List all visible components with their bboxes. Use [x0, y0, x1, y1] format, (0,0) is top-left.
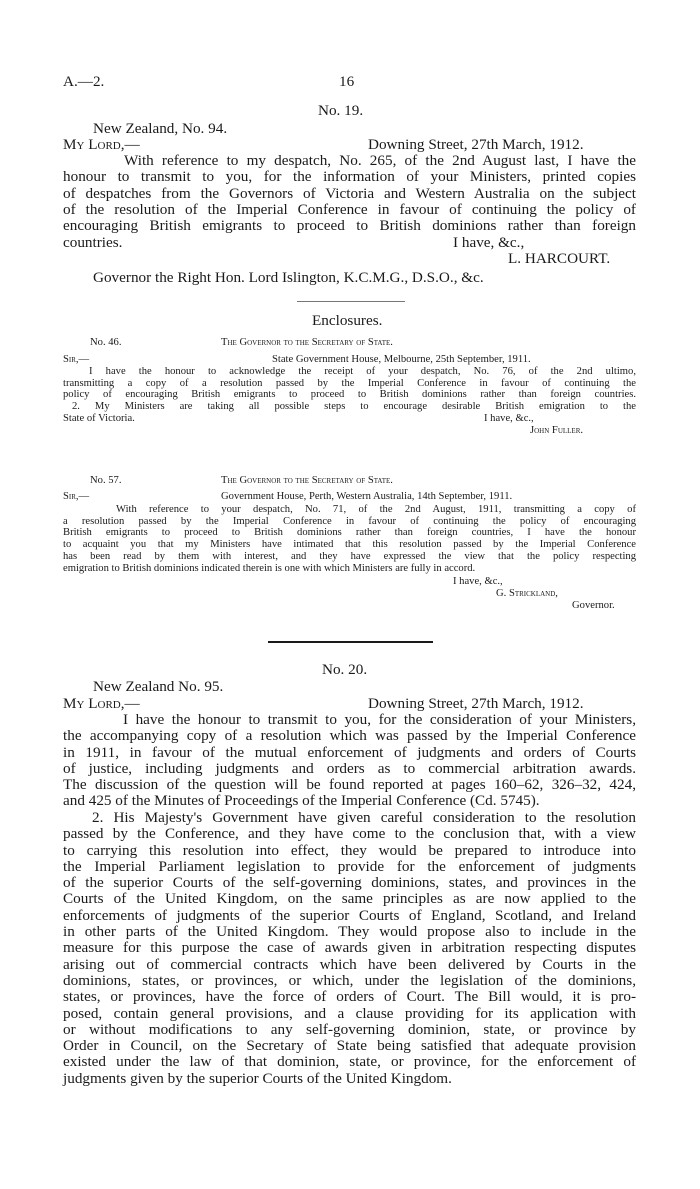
enclosures-heading: Enclosures.	[312, 312, 383, 329]
enclosure-46-number: No. 46.	[90, 337, 122, 348]
enclosure-57-closing: I have, &c.,	[453, 576, 503, 587]
enclosure-46-title: The Governor to the Secretary of State.	[221, 337, 393, 348]
body-line: I have the honour to acknowledge the receipt of your despatch, No. 76, of the 2nd ultimo,	[89, 366, 636, 377]
body-line: passed by the Conference, and they have come to the conclusion that, with a view	[63, 825, 636, 843]
enclosure-46-last-line: State of Victoria.	[63, 413, 135, 424]
enclosure-46-salutation: Sir,—	[63, 354, 90, 365]
enclosure-57-number: No. 57.	[90, 475, 122, 486]
page-number: 16	[339, 73, 355, 90]
enclosure-46-place-date: State Government House, Melbourne, 25th September, 1911.	[272, 354, 531, 365]
body-line: I have the honour to transmit to you, for the consideration of your Ministers,	[123, 711, 636, 728]
body-line: of the superior Courts of the self-governing dominions, states, and provinces in the	[63, 874, 636, 892]
body-line: encouraging British emigrants to proceed to British dominions rather than foreign	[63, 217, 636, 235]
body-line: honour to transmit to you, for the information of your Ministers, printed copies	[63, 168, 636, 186]
body-line: Courts of the United Kingdom, on the same principles as are now applied to the	[63, 890, 636, 908]
body-line: a resolution passed by the Imperial Conference in favour of continuing the policy of encouraging	[63, 515, 636, 527]
body-line: in other parts of the United Kingdom. They would propose also to include in the	[63, 923, 636, 941]
enclosure-57-signature-title: Governor.	[572, 600, 615, 611]
body-line: has been read by them with interest, and they have expressed the view that the policy respecting	[63, 550, 636, 562]
body-line: to acquaint you that my Ministers have intimated that this resolution passed by the Imperial Conference	[63, 539, 636, 551]
enclosure-57-last-line: emigration to British dominions indicated therein is one with which Ministers are fully in accord.	[63, 563, 476, 574]
body-line: The discussion of the question will be found reported at pages 160–62, 326–32, 424,	[63, 776, 636, 794]
despatch-20-place-date: Downing Street, 27th March, 1912.	[368, 695, 584, 712]
body-line: or without modifications to any self-governing dominion, state, or province by	[63, 1020, 636, 1038]
body-line: policy of encouraging British emigrants to proceed to British dominions rather than foreign countries.	[63, 389, 636, 401]
body-line: With reference to my despatch, No. 265, of the 2nd August last, I have the	[124, 152, 636, 169]
despatch-20-ref: New Zealand No. 95.	[93, 678, 224, 695]
despatch-20-salutation: My Lord,—	[63, 695, 140, 712]
enclosure-46-body	[63, 366, 636, 413]
despatch-19-last-line: countries.	[63, 234, 123, 251]
despatch-19-ref: New Zealand, No. 94.	[93, 120, 228, 137]
enclosure-57-place-date: Government House, Perth, Western Australia, 14th September, 1911.	[221, 491, 513, 502]
enclosure-46-signature: John Fuller.	[530, 425, 584, 436]
body-line: measure for this purpose the case of awards given in arbitration respecting disputes	[63, 939, 636, 957]
enclosure-57-body	[63, 504, 636, 563]
enclosure-57-title: The Governor to the Secretary of State.	[221, 475, 393, 486]
body-line: states, or provinces, have the force of orders of Court. The Bill would, it is pro-	[63, 988, 636, 1006]
despatch-20-number: No. 20.	[322, 661, 368, 678]
page-header-code: A.—2.	[63, 73, 105, 90]
enclosure-57-salutation: Sir,—	[63, 491, 90, 502]
body-line: in 1911, in favour of the mutual enforcement of judgments and orders of Courts	[63, 743, 636, 761]
body-line: of the resolution of the Imperial Conference in favour of continuing the policy of	[63, 200, 636, 218]
body-line: existed under the law of that dominion, state, or province, for the enforcement of	[63, 1053, 636, 1071]
enclosure-46-closing: I have, &c.,	[484, 413, 534, 424]
body-line: and 425 of the Minutes of Proceedings of the Imperial Conference (Cd. 5745).	[63, 792, 540, 810]
enclosure-57-signature: G. Strickland,	[496, 588, 558, 599]
body-line: With reference to your despatch, No. 71, of the 2nd August, 1911, transmitting a copy of	[116, 504, 636, 515]
body-line: transmitting a copy of a resolution passed by the Imperial Conference in favour of continuing the	[63, 377, 636, 389]
body-line: 2. His Majesty's Government have given careful consideration to the resolution	[92, 809, 636, 826]
body-line: the Imperial Parliament legislation to provide for the enforcement of judgments	[63, 857, 636, 875]
body-line: Order in Council, on the Secretary of State being satisfied that adequate provision	[63, 1037, 636, 1055]
section-divider	[268, 641, 433, 643]
despatch-19-place-date: Downing Street, 27th March, 1912.	[368, 136, 584, 153]
despatch-19-salutation: My Lord,—	[63, 136, 140, 153]
body-line: to carrying this resolution into effect, they would be prepared to introduce into	[63, 841, 636, 859]
body-line: judgments given by the superior Courts of the United Kingdom.	[63, 1069, 452, 1087]
body-line: 2. My Ministers are taking all possible steps to encourage desirable British emigration to the	[72, 401, 636, 413]
despatch-20-paragraph-1	[63, 712, 636, 810]
body-line: dominions, states, or provinces, or which, under the legislation of the dominions,	[63, 971, 636, 989]
section-divider	[297, 301, 405, 302]
body-line: the accompanying copy of a resolution which was passed by the Imperial Conference	[63, 727, 636, 745]
body-line: of justice, including judgments and orders as to commercial arbitration awards.	[63, 759, 636, 777]
despatch-19-addressee: Governor the Right Hon. Lord Islington, K.C.M.G., D.S.O., &c.	[93, 269, 484, 286]
despatch-20-paragraph-2	[63, 810, 636, 1087]
body-line: British emigrants to proceed to British dominions rather than foreign countries, I have the honour	[63, 527, 636, 539]
body-line: of despatches from the Governors of Victoria and Western Australia on the subject	[63, 184, 636, 202]
despatch-19-body	[63, 153, 636, 234]
despatch-19-signature: L. HARCOURT.	[508, 250, 611, 267]
body-line: enforcements of judgments of the superior Courts of England, Scotland, and Ireland	[63, 906, 636, 924]
despatch-19-number: No. 19.	[318, 102, 364, 119]
body-line: posed, contain general provisions, and a clause providing for its application with	[63, 1004, 636, 1022]
body-line: arising out of commercial contracts which have been delivered by Courts in the	[63, 955, 636, 973]
despatch-19-closing: I have, &c.,	[453, 234, 525, 251]
